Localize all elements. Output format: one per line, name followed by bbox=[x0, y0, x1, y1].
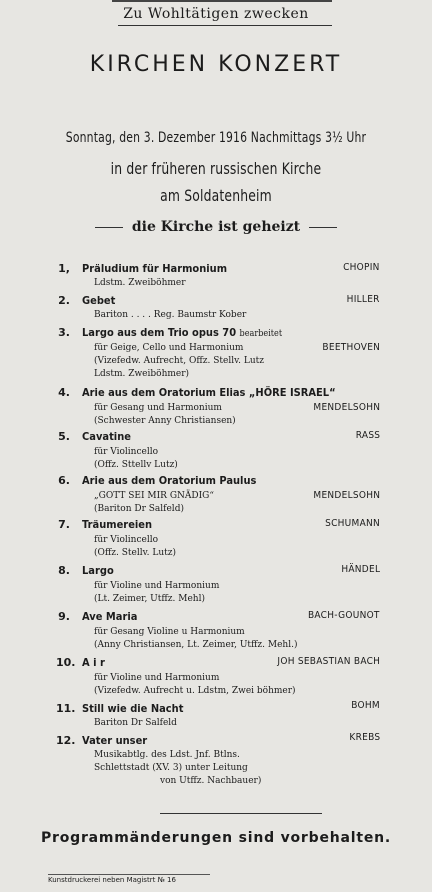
item-detail: Ldstm. Zweiböhmer bbox=[94, 278, 186, 288]
item-title: Präludium für Harmonium bbox=[82, 262, 228, 275]
item-title: Arie aus dem Oratorium Paulus bbox=[82, 474, 257, 487]
charity-heading: Zu Wohltätigen zwecken bbox=[123, 6, 309, 22]
dash-left bbox=[95, 227, 123, 228]
item-composer: KREBS bbox=[349, 732, 380, 743]
charity-underline bbox=[118, 25, 332, 26]
item-composer: SCHUMANN bbox=[325, 518, 380, 529]
item-detail: „GOTT SEI MIR GNÄDIG“ bbox=[94, 491, 214, 501]
printer-imprint: Kunstdruckerei neben Magistrt № 16 bbox=[48, 876, 176, 884]
item-composer: HILLER bbox=[346, 294, 380, 305]
item-number: 11. bbox=[56, 702, 76, 715]
heated-note-text: die Kirche ist geheizt bbox=[131, 219, 301, 235]
place-line-2: am Soldatenheim bbox=[160, 186, 272, 205]
item-title: Träumereien bbox=[82, 518, 153, 531]
concert-title: KIRCHEN KONZERT bbox=[89, 52, 343, 77]
item-detail: Ldstm. Zweiböhmer) bbox=[94, 369, 190, 379]
item-title: Gebet bbox=[82, 294, 116, 307]
heated-note bbox=[0, 219, 432, 235]
item-detail: für Violincello bbox=[94, 535, 159, 545]
program-change-note: Programmänderungen sind vorbehalten. bbox=[40, 830, 392, 846]
item-composer: MENDELSOHN bbox=[313, 490, 380, 501]
item-number: 5. bbox=[58, 430, 70, 443]
item-composer: JOH SEBASTIAN BACH bbox=[277, 656, 380, 667]
item-number: 7. bbox=[58, 518, 70, 531]
item-number: 12. bbox=[56, 734, 76, 747]
item-detail: (Schwester Anny Christiansen) bbox=[94, 416, 236, 426]
place-line-1: in der früheren russischen Kirche bbox=[110, 159, 322, 178]
item-number: 9. bbox=[58, 610, 70, 623]
item-composer: BOHM bbox=[351, 700, 380, 711]
item-detail: (Lt. Zeimer, Utffz. Mehl) bbox=[94, 594, 205, 604]
item-title: Arie aus dem Oratorium Elias „HÖRE ISRAEL“ bbox=[82, 386, 336, 399]
item-number: 8. bbox=[58, 564, 70, 577]
item-detail: für Gesang Violine u Harmonium bbox=[94, 627, 245, 637]
item-detail: Musikabtlg. des Ldst. Jnf. Btlns. bbox=[94, 750, 240, 760]
item-title: A i r bbox=[82, 656, 105, 669]
item-number: 1, bbox=[58, 262, 70, 275]
item-title: Cavatine bbox=[82, 430, 131, 443]
item-detail: (Anny Christiansen, Lt. Zeimer, Utffz. Mehl.) bbox=[94, 640, 298, 650]
item-detail: für Gesang und Harmonium bbox=[94, 403, 222, 413]
date-line: Sonntag, den 3. Dezember 1916 Nachmittags 3½ Uhr bbox=[65, 130, 367, 146]
item-title: Ave Maria bbox=[82, 610, 138, 623]
item-title-suffix: bearbeitet bbox=[239, 329, 283, 339]
item-composer: CHOPIN bbox=[343, 262, 380, 273]
item-title: Vater unser bbox=[82, 734, 148, 747]
item-detail: (Offz. Sttellv Lutz) bbox=[94, 460, 178, 470]
item-composer: RASS bbox=[355, 430, 380, 441]
item-number: 3. bbox=[58, 326, 70, 339]
item-composer: HÄNDEL bbox=[341, 564, 380, 575]
item-detail: für Geige, Cello und Harmonium bbox=[94, 343, 244, 353]
item-title: Still wie die Nacht bbox=[82, 702, 184, 715]
item-detail: Bariton . . . . Reg. Baumstr Kober bbox=[94, 310, 247, 320]
item-title-text: Largo aus dem Trio opus 70 bbox=[82, 326, 237, 339]
item-detail: für Violincello bbox=[94, 447, 159, 457]
item-number: 2. bbox=[58, 294, 70, 307]
item-composer: BACH-GOUNOT bbox=[308, 610, 380, 621]
top-rule bbox=[112, 0, 332, 2]
item-detail: Bariton Dr Salfeld bbox=[94, 718, 177, 728]
item-detail: Schlettstadt (XV. 3) unter Leitung bbox=[94, 763, 248, 773]
item-title: Largo bbox=[82, 564, 114, 577]
footer-rule bbox=[160, 813, 322, 814]
item-number: 4. bbox=[58, 386, 70, 399]
printer-rule bbox=[48, 874, 210, 875]
item-detail: (Vizefedw. Aufrecht u. Ldstm, Zwei böhmer) bbox=[94, 686, 296, 696]
item-detail: (Vizefedw. Aufrecht, Offz. Stellv. Lutz bbox=[94, 356, 264, 366]
dash-right bbox=[309, 227, 337, 228]
item-composer: MENDELSOHN bbox=[313, 402, 380, 413]
item-number: 10. bbox=[56, 656, 76, 669]
item-title bbox=[82, 326, 282, 339]
item-number: 6. bbox=[58, 474, 70, 487]
item-detail: für Violine und Harmonium bbox=[94, 581, 220, 591]
item-composer: BEETHOVEN bbox=[322, 342, 380, 353]
item-detail: von Utffz. Nachbauer) bbox=[160, 776, 262, 786]
item-detail: (Bariton Dr Salfeld) bbox=[94, 504, 184, 514]
item-detail: für Violine und Harmonium bbox=[94, 673, 220, 683]
item-detail: (Offz. Stellv. Lutz) bbox=[94, 548, 176, 558]
